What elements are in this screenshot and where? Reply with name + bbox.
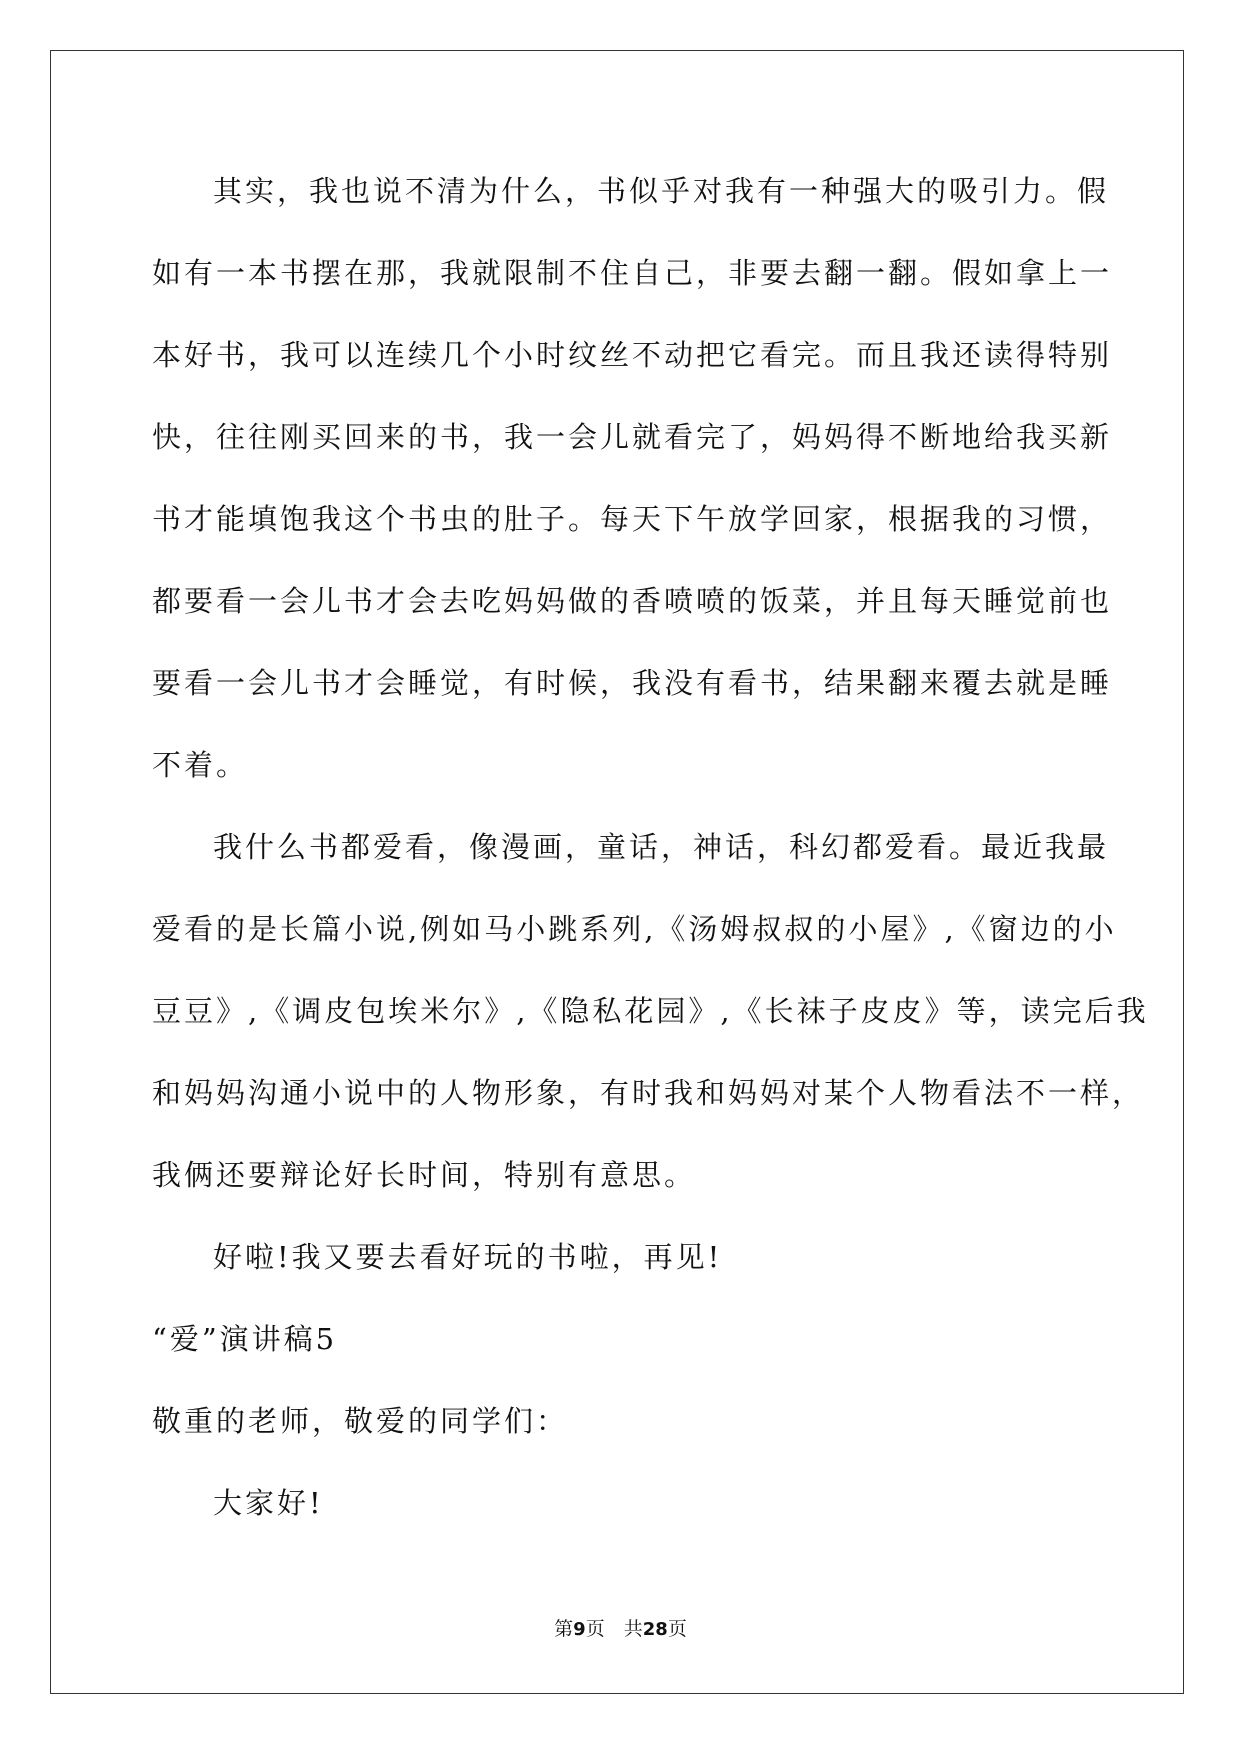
text-line: 都要看一会儿书才会去吃妈妈做的香喷喷的饭菜，并且每天睡觉前也 (152, 584, 1113, 618)
text-line: 要看一会儿书才会睡觉，有时候，我没有看书，结果翻来覆去就是睡 (152, 666, 1113, 700)
footer-total-prefix: 共 (623, 1618, 643, 1640)
salutation: 敬重的老师，敬爱的同学们： (152, 1404, 569, 1438)
text-line: 和妈妈沟通小说中的人物形象，有时我和妈妈对某个人物看法不一样， (152, 1076, 1145, 1110)
footer-total-label: 页 (667, 1618, 687, 1640)
text-line: 我俩还要辩论好长时间，特别有意思。 (152, 1158, 697, 1192)
text-line: 我什么书都爱看，像漫画，童话，神话，科幻都爱看。最近我最 (213, 830, 1110, 864)
document-body (152, 160, 1149, 1554)
text-line: 如有一本书摆在那，我就限制不住自己，非要去翻一翻。假如拿上一 (152, 256, 1113, 290)
current-page-number: 9 (573, 1619, 586, 1640)
text-line: 其实，我也说不清为什么，书似乎对我有一种强大的吸引力。假 (213, 174, 1110, 208)
page-footer (0, 1614, 1241, 1641)
footer-page-label: 页 (585, 1618, 605, 1640)
text-line: 好啦!我又要去看好玩的书啦，再见! (213, 1240, 723, 1274)
text-line: 本好书，我可以连续几个小时纹丝不动把它看完。而且我还读得特别 (152, 338, 1113, 372)
footer-prefix: 第 (554, 1618, 574, 1640)
greeting: 大家好! (213, 1486, 324, 1520)
text-line: 豆豆》,《调皮包埃米尔》,《隐私花园》,《长袜子皮皮》等，读完后我 (152, 994, 1149, 1028)
total-page-number: 28 (642, 1619, 668, 1640)
section-title: “爱”演讲稿5 (152, 1322, 338, 1356)
text-line: 书才能填饱我这个书虫的肚子。每天下午放学回家，根据我的习惯， (152, 502, 1113, 536)
text-line: 爱看的是长篇小说,例如马小跳系列,《汤姆叔叔的小屋》,《窗边的小 (152, 912, 1117, 946)
text-line: 不着。 (152, 748, 249, 782)
text-line: 快，往往刚买回来的书，我一会儿就看完了，妈妈得不断地给我买新 (152, 420, 1113, 454)
